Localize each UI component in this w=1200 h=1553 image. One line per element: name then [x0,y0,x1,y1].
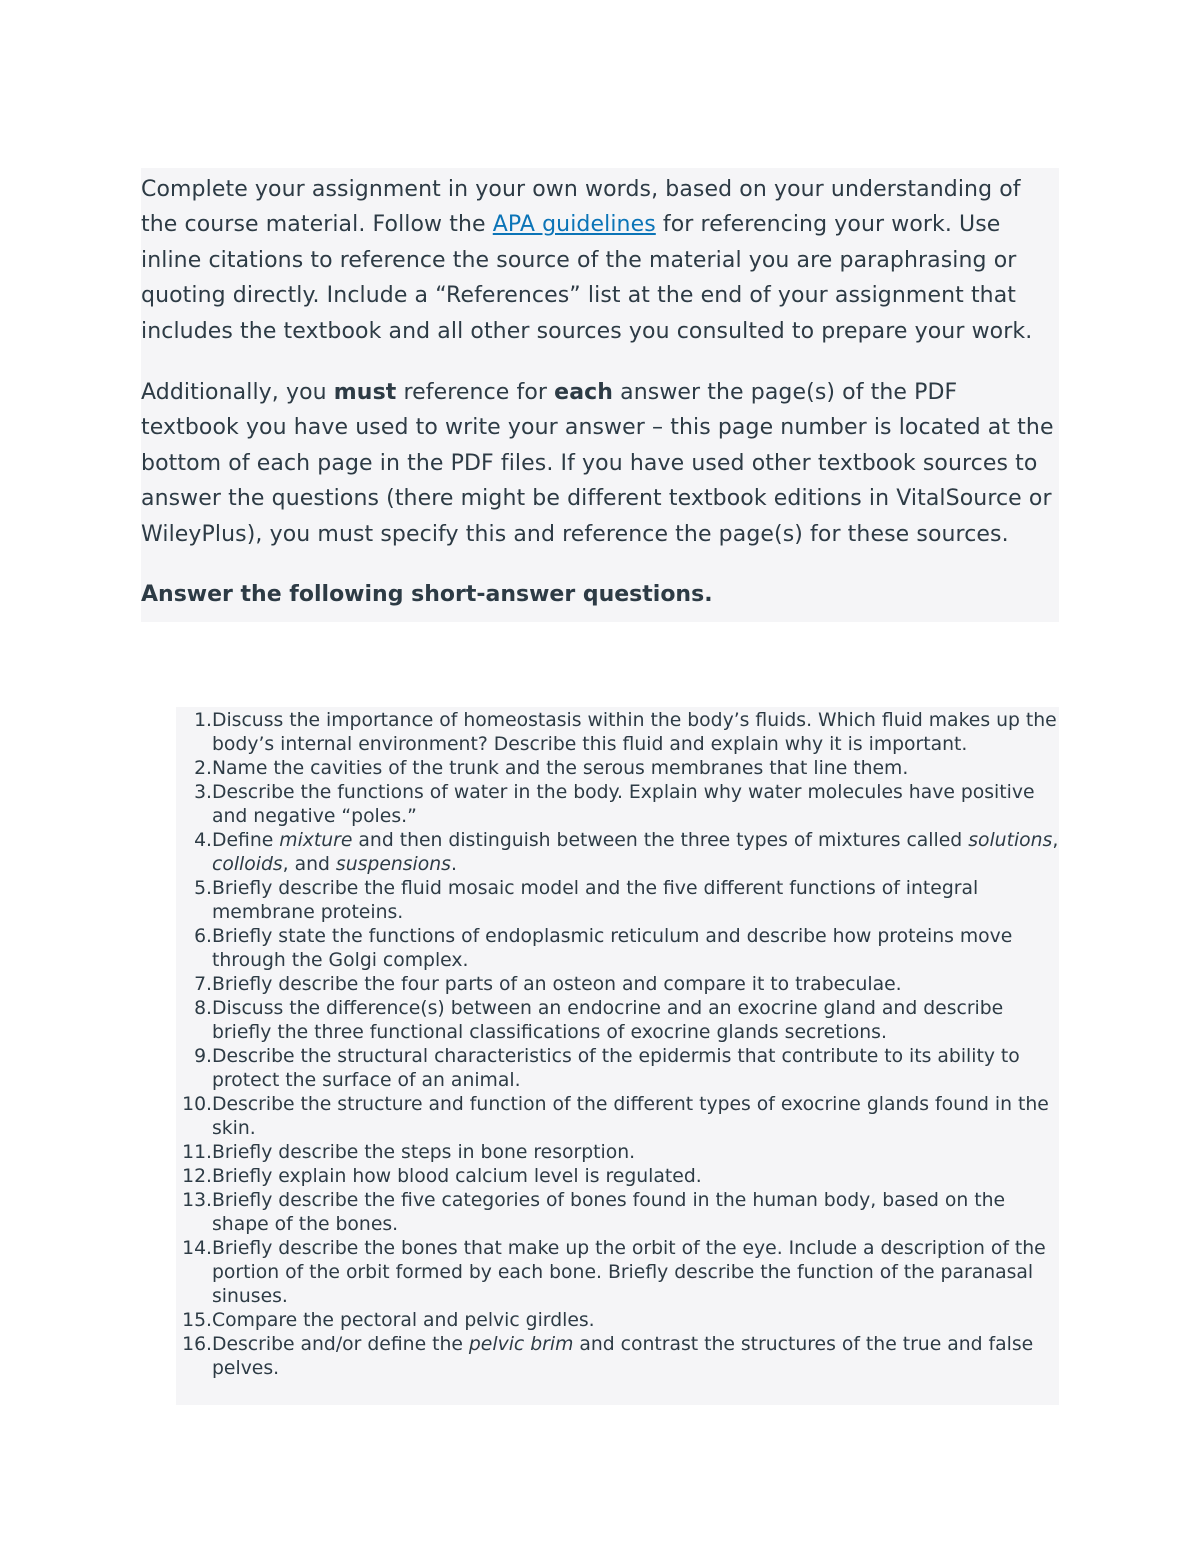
instructions-block [141,168,1059,622]
question-item [176,829,1059,877]
question-text-part: , and [282,854,336,875]
paragraph-2-text: reference for [396,380,555,406]
question-text: Name the cavities of the trunk and the serous membranes that line them. [212,758,909,779]
paragraph-2-text: Additionally, you [141,380,334,406]
question-text: Compare the pectoral and pelvic girdles. [212,1310,595,1331]
question-text: Briefly describe the five categories of bones found in the human body, based on the shape of the bones. [212,1190,1006,1235]
question-text: Discuss the difference(s) between an endocrine and an exocrine gland and describe briefly the three functional classifications of exocrine glands secretions. [212,998,1004,1043]
question-item [176,709,1059,757]
question-text-part: Describe and/or define the [212,1334,469,1355]
italic-term-pelvic-brim: pelvic brim [468,1334,574,1355]
paragraph-2-text: answer the page(s) of the PDF textbook you have used to write your answer – this page number is located at the bottom of each page in the PDF files. If you have used other textbook sources to answer the questions (there might be different textbook editions in VitalSource or WileyPlus), you must specify this and reference the page(s) for these sources. [141,380,1054,547]
question-text: Describe the functions of water in the body. Explain why water molecules have positive and negative “poles.” [212,782,1035,827]
question-item [176,757,1059,781]
question-item [176,1141,1059,1165]
question-number: 7. [194,974,212,995]
questions-list [176,707,1059,1381]
italic-term-mixture: mixture [279,830,353,851]
question-number: 9. [194,1046,212,1067]
instructions-paragraph-1 [141,172,1059,349]
question-number: 5. [194,878,212,899]
question-number: 13. [182,1190,212,1211]
question-text [212,1333,1059,1381]
question-text-part: and contrast the structures of the true and false pelves. [212,1334,1034,1379]
question-item [176,1333,1059,1381]
question-text: Briefly describe the steps in bone resorption. [212,1142,636,1163]
question-number: 1. [194,710,212,731]
question-text-part: , [1052,830,1059,851]
question-text-part: Define [212,830,280,851]
question-text: Discuss the importance of homeostasis within the body’s fluids. Which fluid makes up the body’s internal environment? Describe this fluid and explain why it is important. [212,710,1057,755]
question-text: Briefly state the functions of endoplasmic reticulum and describe how proteins move through the Golgi complex. [212,926,1013,971]
question-item [176,1189,1059,1237]
question-item [176,1093,1059,1141]
emphasis-each: each [554,380,614,406]
apa-guidelines-link[interactable]: APA guidelines [492,212,656,238]
question-text: Describe the structure and function of the different types of exocrine glands found in the skin. [212,1094,1049,1139]
question-number: 14. [182,1238,212,1259]
question-text: Describe the structural characteristics of the epidermis that contribute to its ability to protect the surface of an animal. [212,1046,1020,1091]
question-item [176,925,1059,973]
italic-term-colloids: colloids [212,854,283,875]
instructions-paragraph-2 [141,375,1059,552]
question-number: 16. [182,1334,212,1355]
section-heading: Answer the following short-answer questions. [141,582,713,608]
question-item [176,1309,1059,1333]
question-number: 10. [182,1094,212,1115]
italic-term-solutions: solutions [968,830,1053,851]
question-number: 8. [194,998,212,1019]
question-number: 15. [182,1310,212,1331]
question-number: 12. [182,1166,212,1187]
italic-term-suspensions: suspensions [335,854,451,875]
question-item [176,973,1059,997]
question-text: Briefly describe the four parts of an osteon and compare it to trabeculae. [212,974,902,995]
question-text: Briefly describe the bones that make up the orbit of the eye. Include a description of the portion of the orbit formed by each bone. Briefly describe the function of the paranasal sinuses. [212,1238,1046,1307]
question-item [176,781,1059,829]
question-item [176,1045,1059,1093]
question-text: Briefly describe the fluid mosaic model and the five different functions of integral membrane proteins. [212,878,979,923]
question-number: 6. [194,926,212,947]
question-number: 2. [194,758,212,779]
question-number: 4. [194,830,212,851]
question-text-part: and then distinguish between the three types of mixtures called [352,830,969,851]
question-item [176,1237,1059,1309]
questions-block [176,707,1059,1405]
instructions-text-end: for referencing your work. Use inline citations to reference the source of the material you are paraphrasing or quoting directly. Include a “References” list at the end of your assignment that includes the textbook and all other sources you consulted to prepare your work. [141,212,1033,344]
question-number: 3. [194,782,212,803]
instructions-text-start: Complete your assignment in your own words, based on your understanding of the course material. Follow the [141,177,1021,238]
question-text: Briefly explain how blood calcium level is regulated. [212,1166,702,1187]
question-text-part: . [450,854,457,875]
emphasis-must: must [333,380,397,406]
question-item [176,877,1059,925]
question-item [176,997,1059,1045]
question-item [176,1165,1059,1189]
question-number: 11. [182,1142,212,1163]
question-text [212,829,1059,877]
